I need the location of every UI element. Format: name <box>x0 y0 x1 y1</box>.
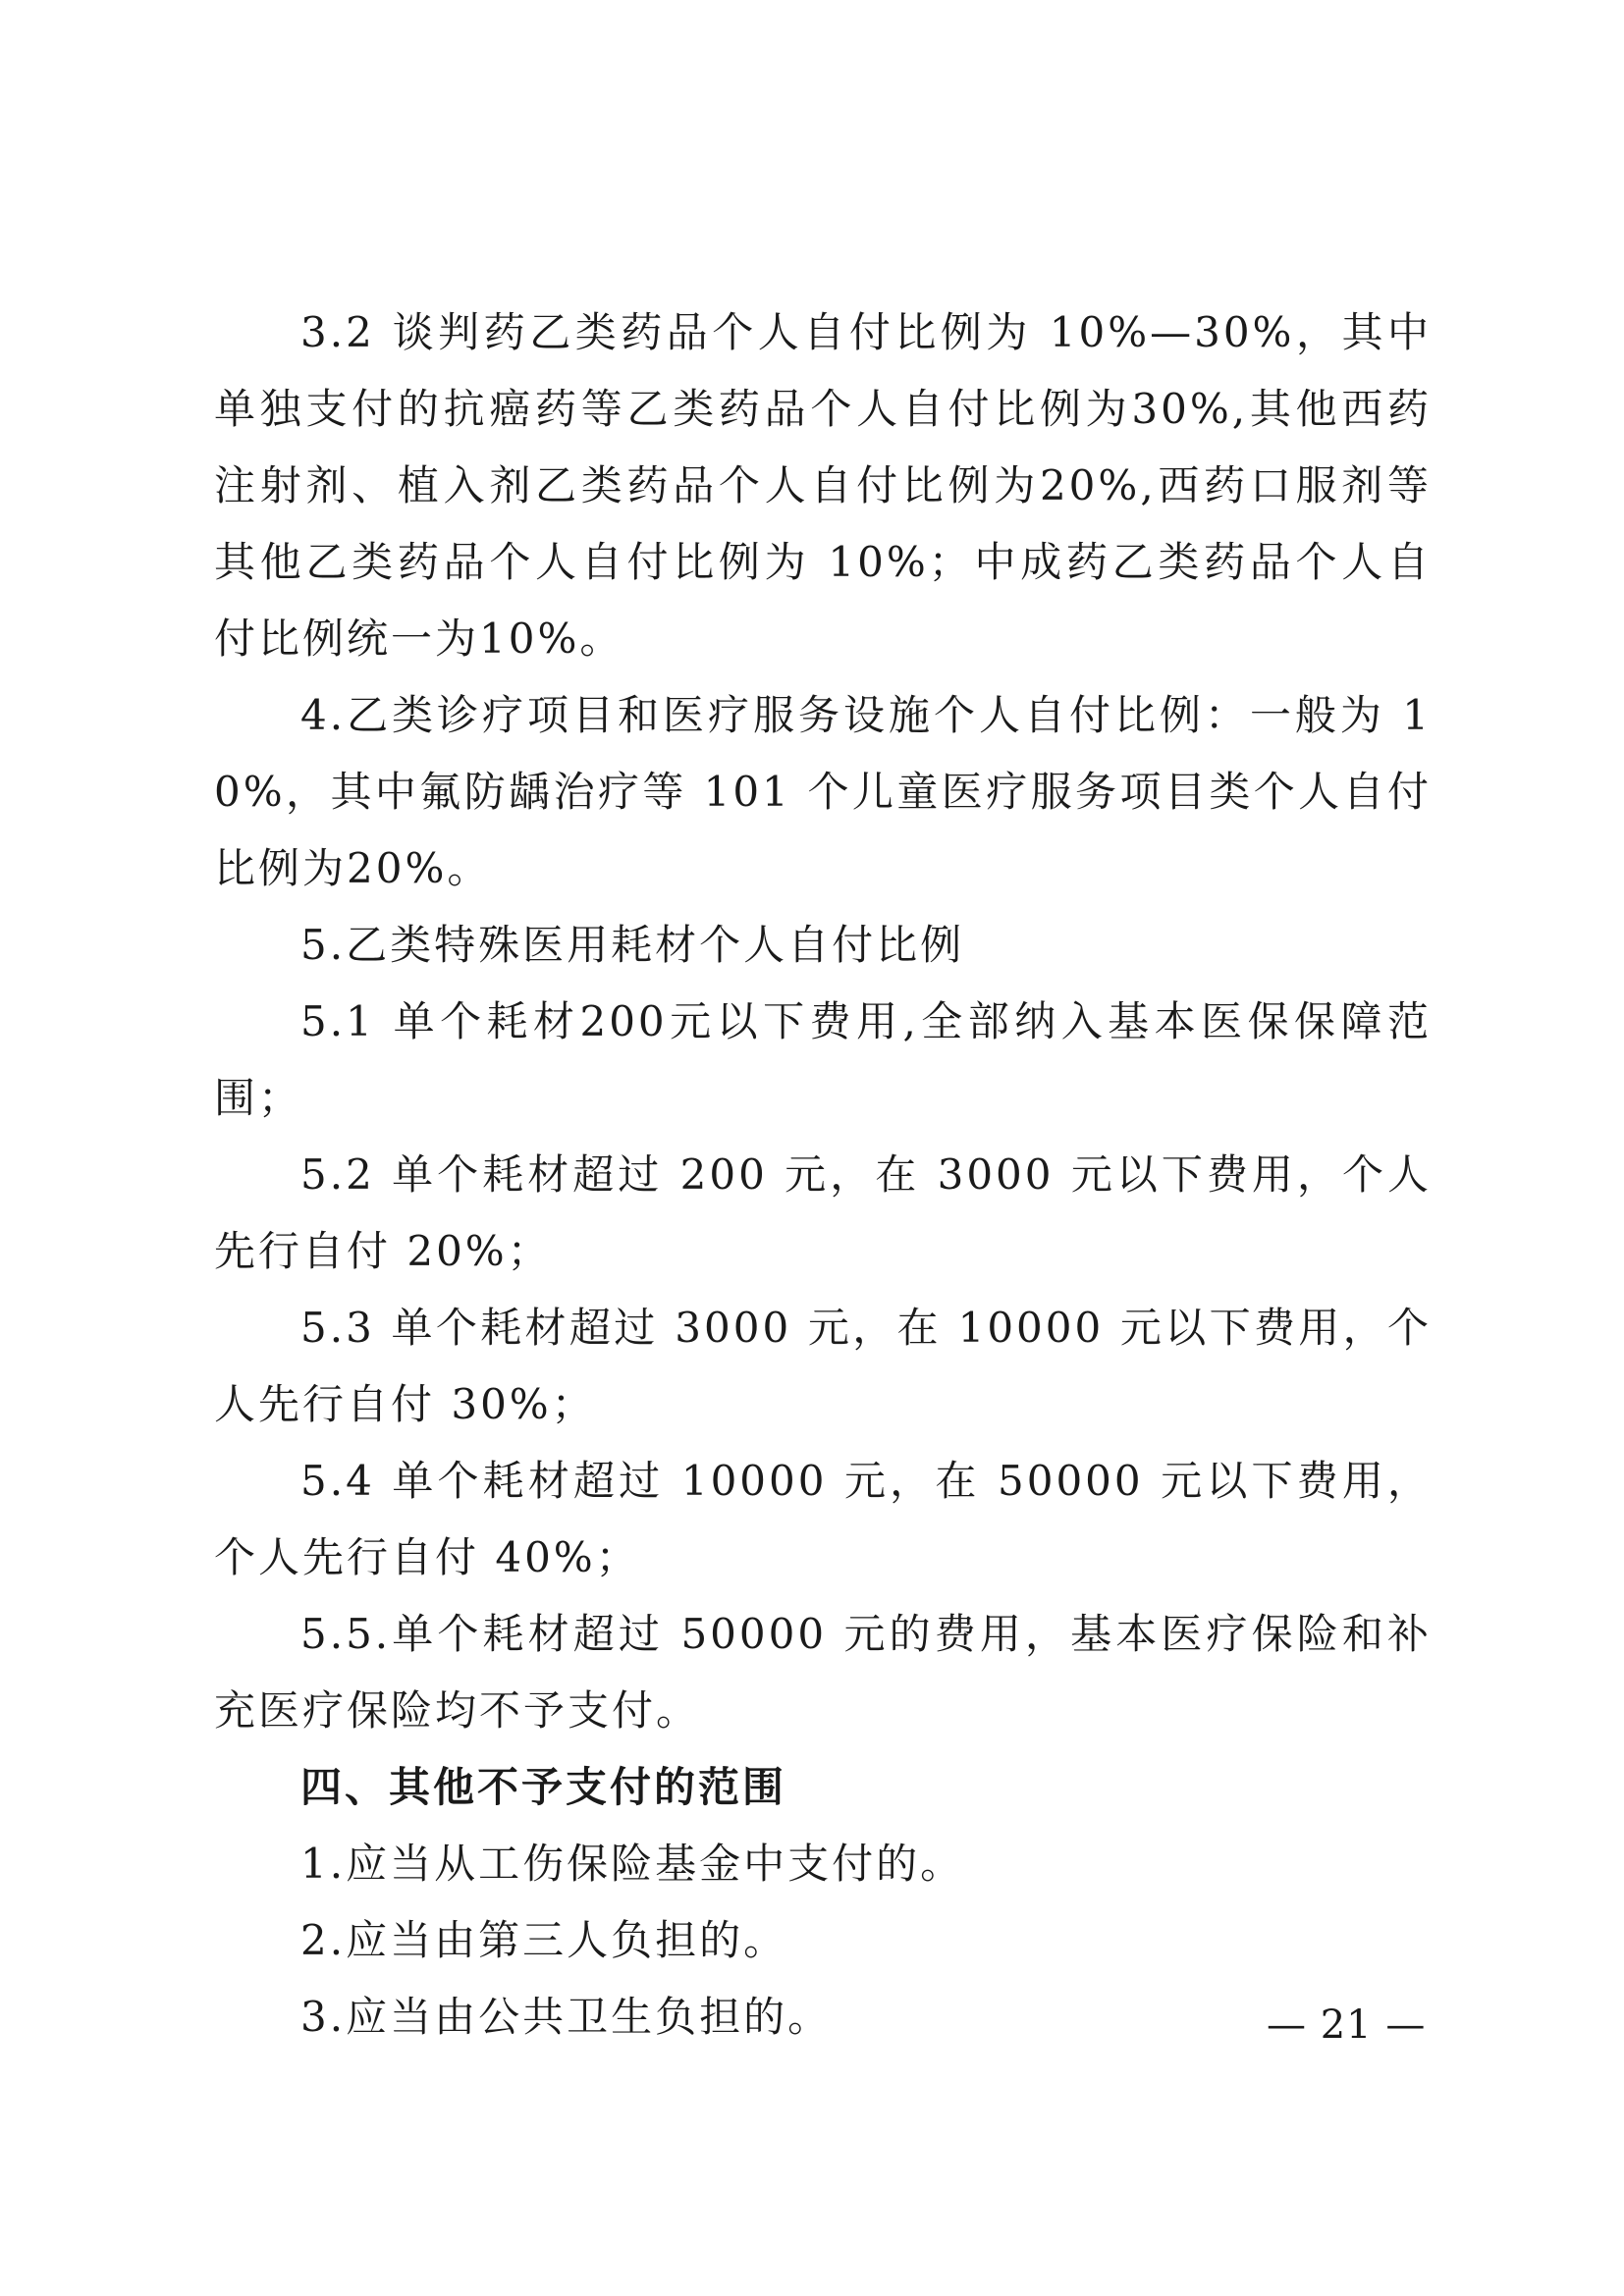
paragraph-5-3: 5.3 单个耗材超过 3000 元，在 10000 元以下费用，个人先行自付 30%； <box>214 1304 1432 1428</box>
section-item-1: 1.应当从工伤保险基金中支付的。 <box>300 1840 965 1888</box>
page-number: — 21 — <box>1267 2002 1427 2048</box>
paragraph-5-5: 5.5.单个耗材超过 50000 元的费用，基本医疗保险和补充医疗保险均不予支付。 <box>214 1610 1432 1735</box>
paragraph-5-4: 5.4 单个耗材超过 10000 元，在 50000 元以下费用，个人先行自付 40%； <box>214 1457 1432 1581</box>
paragraph-5-2: 5.2 单个耗材超过 200 元，在 3000 元以下费用，个人先行自付 20%； <box>214 1150 1432 1275</box>
paragraph-5: 5.乙类特殊医用耗材个人自付比例 <box>300 921 965 969</box>
document-body <box>214 294 1432 2056</box>
paragraph-3-2: 3.2 谈判药乙类药品个人自付比例为 10%—30%，其中单独支付的抗癌药等乙类药品个人自付比例为30%,其他西药注射剂、植入剂乙类药品个人自付比例为20%,西药口服剂等其他乙类药品个人自付比例为 10%；中成药乙类药品个人自付比例统一为10%。 <box>214 308 1432 663</box>
paragraph-5-1: 5.1 单个耗材200元以下费用,全部纳入基本医保保障范围； <box>214 997 1432 1122</box>
section-heading: 四、其他不予支付的范围 <box>300 1763 787 1811</box>
section-item-2: 2.应当由第三人负担的。 <box>300 1916 788 1964</box>
paragraph-4: 4.乙类诊疗项目和医疗服务设施个人自付比例：一般为 10%，其中氟防龋治疗等 101 个儿童医疗服务项目类个人自付比例为20%。 <box>214 691 1432 892</box>
section-item-3: 3.应当由公共卫生负担的。 <box>300 1993 833 2041</box>
